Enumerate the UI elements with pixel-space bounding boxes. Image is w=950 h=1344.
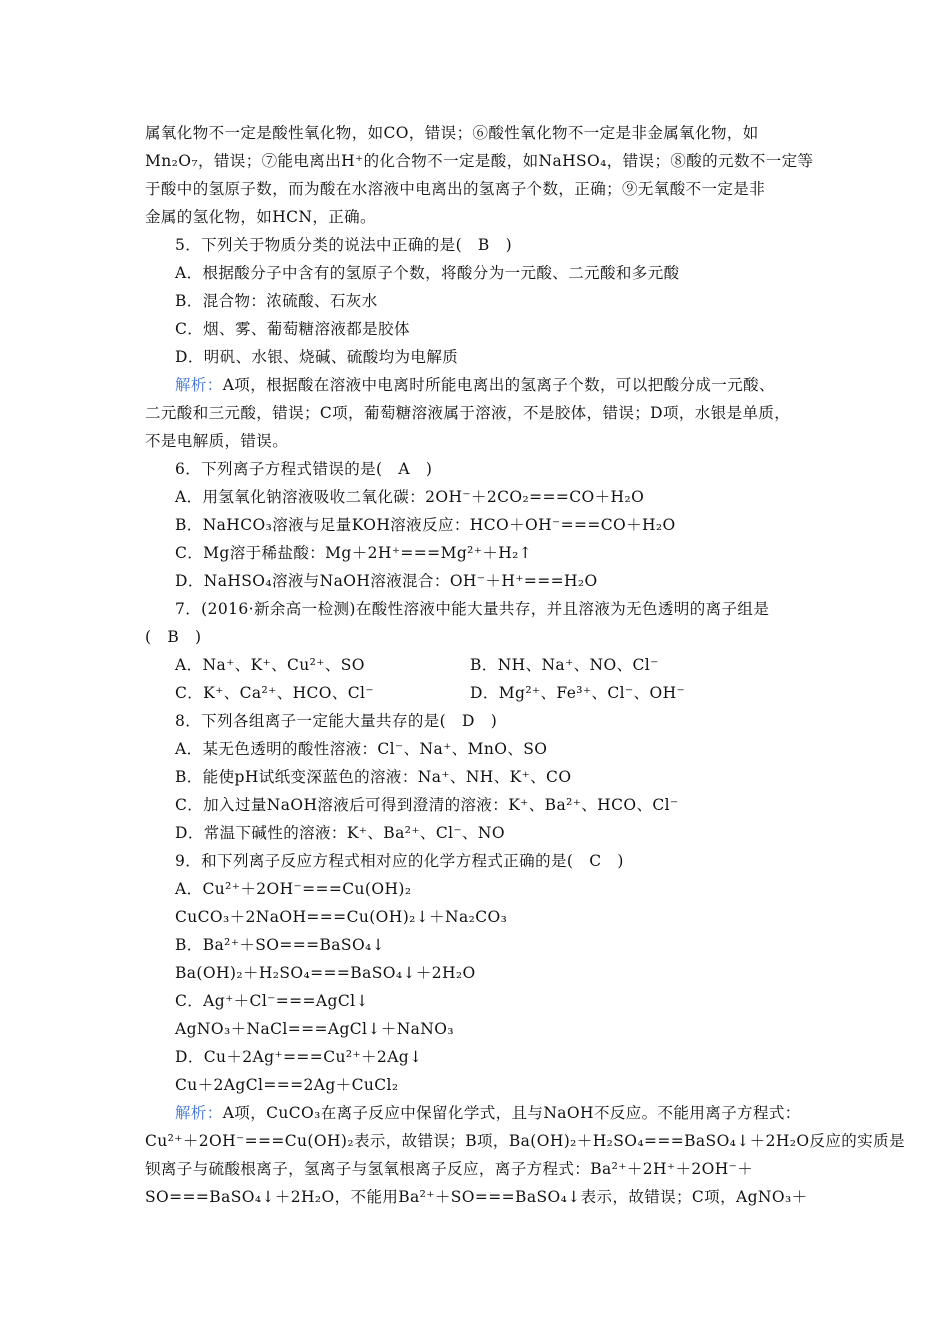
q7-option-a: A．Na⁺、K⁺、Cu²⁺、SO [175,656,365,674]
q8-option-a: A．某无色透明的酸性溶液：Cl⁻、Na⁺、MnO、SO [175,740,548,758]
question-6-stem: 6．下列离子方程式错误的是( A ) [175,460,433,478]
text-line: 二元酸和三元酸，错误；C项，葡萄糖溶液属于溶液，不是胶体，错误；D项，水银是单质， [145,404,791,422]
q5-option-c: C．烟、雾、葡萄糖溶液都是胶体 [175,320,410,338]
q7-option-b: B．NH、Na⁺、NO、Cl⁻ [470,656,659,674]
q6-option-c: C．Mg溶于稀盐酸：Mg＋2H⁺===Mg²⁺＋H₂↑ [175,544,533,562]
question-9-stem: 9．和下列离子反应方程式相对应的化学方程式正确的是( C ) [175,852,624,870]
q9-option-a-equation: CuCO₃＋2NaOH===Cu(OH)₂↓＋Na₂CO₃ [175,908,508,926]
q9-analysis-line [175,1099,807,1127]
question-7-stem: 7．(2016·新余高一检测)在酸性溶液中能大量共存，并且溶液为无色透明的离子组是 [175,600,770,618]
q6-option-b: B．NaHCO₃溶液与足量KOH溶液反应：HCO＋OH⁻===CO＋H₂O [175,516,676,534]
q9-option-b-equation: Ba(OH)₂＋H₂SO₄===BaSO₄↓＋2H₂O [175,964,476,982]
text-line: 属氧化物不一定是酸性氧化物，如CO，错误；⑥酸性氧化物不一定是非金属氧化物，如 [145,124,759,142]
text-line: 不是电解质，错误。 [145,432,289,450]
q7-option-c: C．K⁺、Ca²⁺、HCO、Cl⁻ [175,684,374,702]
question-5-stem: 5．下列关于物质分类的说法中正确的是( B ) [175,236,513,254]
q9-option-d-equation: Cu＋2AgCl===2Ag＋CuCl₂ [175,1076,399,1094]
q7-answer: ( B ) [145,628,202,646]
q8-option-c: C．加入过量NaOH溶液后可得到澄清的溶液：K⁺、Ba²⁺、HCO、Cl⁻ [175,796,679,814]
q9-option-c-equation: AgNO₃＋NaCl===AgCl↓＋NaNO₃ [175,1020,454,1038]
text-line: SO===BaSO₄↓＋2H₂O，不能用Ba²⁺＋SO===BaSO₄↓表示，故错误；C项，AgNO₃＋ [145,1188,808,1206]
q5-option-b: B．混合物：浓硫酸、石灰水 [175,292,378,310]
analysis-label: 解析： [175,1104,223,1122]
text-line: 钡离子与硫酸根离子，氢离子与氢氧根离子反应，离子方程式：Ba²⁺＋2H⁺＋2OH⁻＋ [145,1160,754,1178]
text-line: 金属的氢化物，如HCN，正确。 [145,208,376,226]
text-line: 于酸中的氢原子数，而为酸在水溶液中电离出的氢离子个数，正确；⑨无氧酸不一定是非 [145,180,766,198]
q9-option-a-ionic: A．Cu²⁺＋2OH⁻===Cu(OH)₂ [175,880,412,898]
q5-option-a: A．根据酸分子中含有的氢原子个数，将酸分为一元酸、二元酸和多元酸 [175,264,680,282]
question-8-stem: 8．下列各组离子一定能大量共存的是( D ) [175,712,498,730]
q8-option-b: B．能使pH试纸变深蓝色的溶液：Na⁺、NH、K⁺、CO [175,768,572,786]
q9-option-b-ionic: B．Ba²⁺＋SO===BaSO₄↓ [175,936,386,954]
q6-option-d: D．NaHSO₄溶液与NaOH溶液混合：OH⁻＋H⁺===H₂O [175,572,598,590]
q9-option-c-ionic: C．Ag⁺＋Cl⁻===AgCl↓ [175,992,369,1010]
q5-analysis-line [175,371,807,399]
text-line: Cu²⁺＋2OH⁻===Cu(OH)₂表示，故错误；B项，Ba(OH)₂＋H₂SO₄===BaSO₄↓＋2H₂O反应的实质是 [145,1132,905,1150]
q7-option-d: D．Mg²⁺、Fe³⁺、Cl⁻、OH⁻ [470,684,686,702]
text-line: Mn₂O₇，错误；⑦能电离出H⁺的化合物不一定是酸，如NaHSO₄，错误；⑧酸的元数不一定等 [145,152,814,170]
q6-option-a: A．用氢氧化钠溶液吸收二氧化碳：2OH⁻＋2CO₂===CO＋H₂O [175,488,645,506]
analysis-text: A项，CuCO₃在离子反应中保留化学式，且与NaOH不反应。不能用离子方程式： [222,1104,801,1122]
analysis-text: A项，根据酸在溶液中电离时所能电离出的氢离子个数，可以把酸分成一元酸、 [222,376,775,394]
q9-option-d-ionic: D．Cu＋2Ag⁺===Cu²⁺＋2Ag↓ [175,1048,423,1066]
q8-option-d: D．常温下碱性的溶液：K⁺、Ba²⁺、Cl⁻、NO [175,824,505,842]
analysis-label: 解析： [175,376,223,394]
q5-option-d: D．明矾、水银、烧碱、硫酸均为电解质 [175,348,459,366]
